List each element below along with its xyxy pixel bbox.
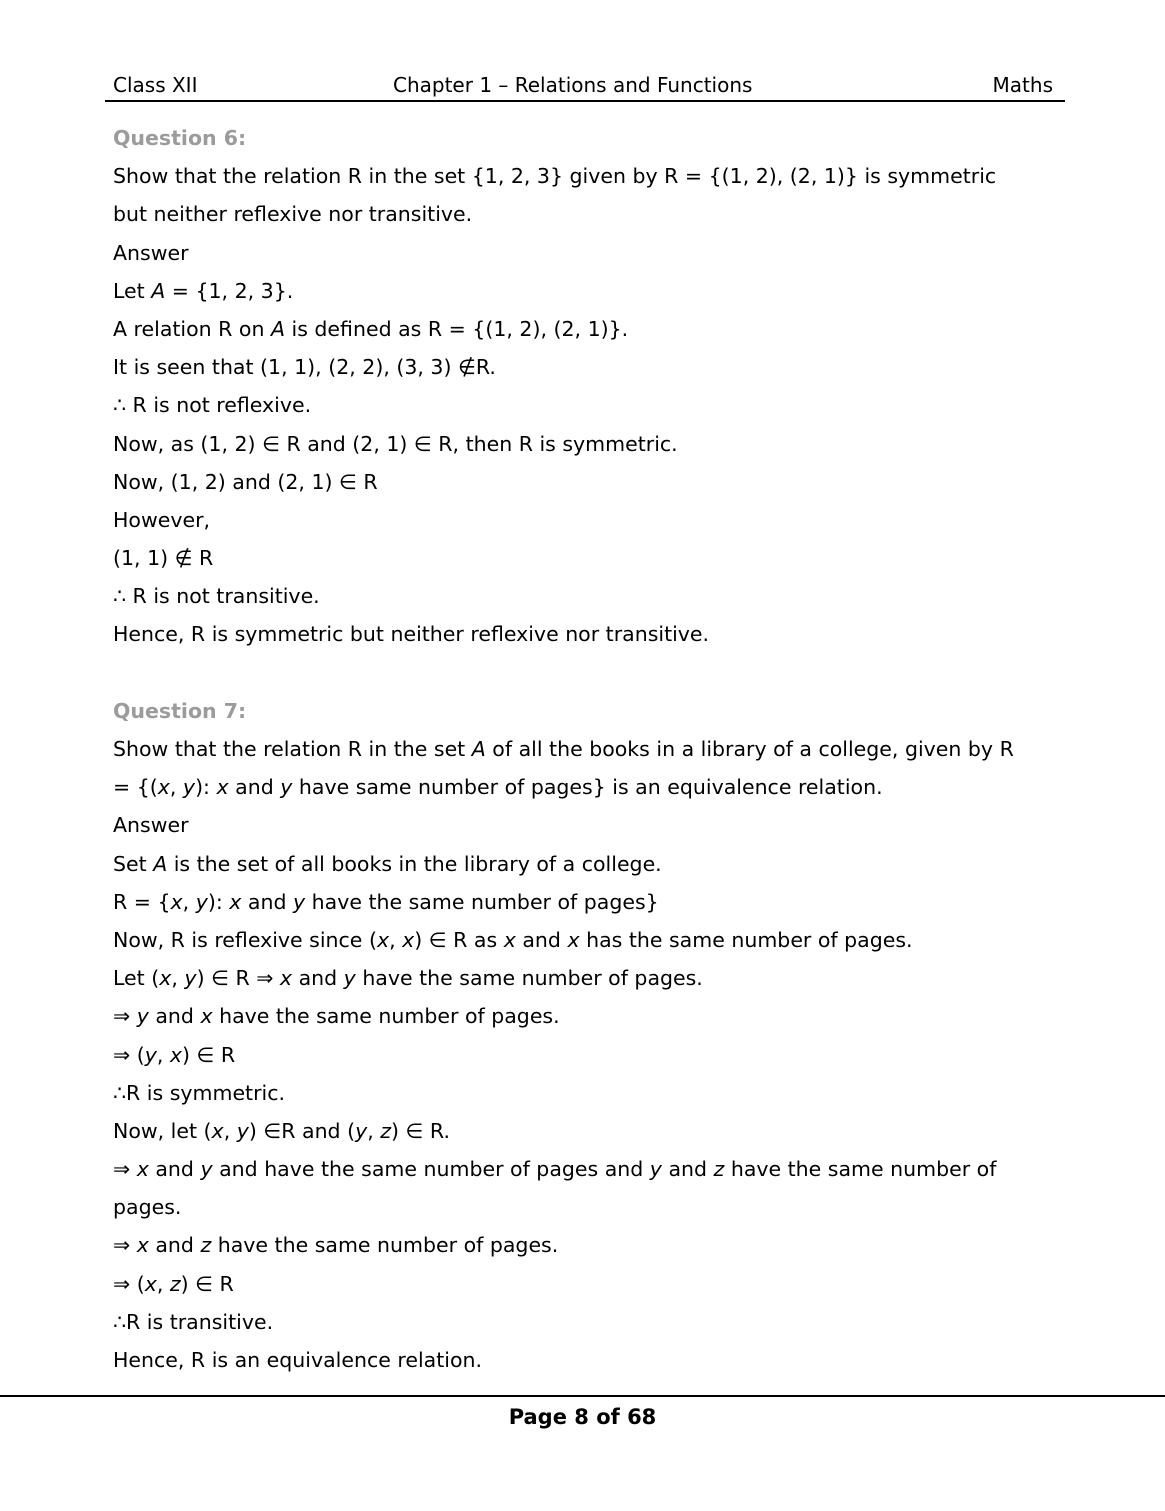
text-line: Show that the relation R in the set {1, 2, 3} given by R = {(1, 2), (2, 1)} is symmetric (113, 164, 997, 189)
text-line: = {(x, y): x and y have same number of pages} is an equivalence relation. (113, 775, 883, 800)
text-line: Hence, R is an equivalence relation. (113, 1348, 482, 1372)
text-line: Hence, R is symmetric but neither reflexive nor transitive. (113, 622, 710, 647)
text-line: ∴R is transitive. (113, 1309, 274, 1334)
text-line: ∴ R is not reflexive. (113, 393, 312, 418)
page-number: Page 8 of 68 (508, 1405, 657, 1429)
text-line: ⇒ x and y and have the same number of pages and y and z have the same number of (113, 1157, 997, 1182)
text-line: Let A = {1, 2, 3}. (113, 278, 294, 303)
question-7-title: Question 7: (113, 698, 247, 723)
text-line: It is seen that (1, 1), (2, 2), (3, 3) ∉R. (113, 355, 496, 380)
text-line: Set A is the set of all books in the library of a college. (113, 851, 662, 876)
text-line: ∴ R is not transitive. (113, 584, 320, 609)
text-line: Now, (1, 2) and (2, 1) ∈ R (113, 469, 378, 494)
text-line: (1, 1) ∉ R (113, 546, 214, 571)
text-line: pages. (113, 1195, 182, 1220)
text-line: ⇒ x and z have the same number of pages. (113, 1233, 559, 1258)
question-6-body (113, 157, 1058, 653)
text-line: ⇒ y and x have the same number of pages. (113, 1004, 560, 1029)
text-line: Answer (113, 240, 189, 265)
text-line: ∴R is symmetric. (113, 1080, 286, 1105)
text-line: ⇒ (x, z) ∈ R (113, 1271, 234, 1296)
text-line: A relation R on A is defined as R = {(1, 2), (2, 1)}. (113, 316, 629, 341)
text-line: Answer (113, 813, 189, 838)
header-chapter: Chapter 1 – Relations and Functions (393, 73, 753, 97)
text-line: Show that the relation R in the set A of all the books in a library of a college, given by R (113, 737, 1014, 761)
question-7-body (113, 730, 1058, 1379)
text-line: R = {x, y): x and y have the same number of pages} (113, 889, 659, 914)
question-6-title: Question 6: (113, 126, 247, 150)
text-line: Let (x, y) ∈ R ⇒ x and y have the same number of pages. (113, 966, 703, 991)
header-class: Class XII (113, 73, 198, 97)
text-line: Now, let (x, y) ∈R and (y, z) ∈ R. (113, 1118, 450, 1143)
text-line: but neither reflexive nor transitive. (113, 202, 473, 227)
text-line: However, (113, 507, 211, 532)
text-line: Now, R is reflexive since (x, x) ∈ R as x and x has the same number of pages. (113, 927, 913, 952)
text-line: Now, as (1, 2) ∈ R and (2, 1) ∈ R, then R is symmetric. (113, 431, 678, 456)
text-line: ⇒ (y, x) ∈ R (113, 1042, 236, 1067)
page-content (113, 119, 1058, 1379)
footer-divider (0, 1395, 1165, 1397)
page-header (105, 72, 1065, 102)
header-subject: Maths (992, 73, 1053, 97)
section-gap (113, 654, 1058, 692)
